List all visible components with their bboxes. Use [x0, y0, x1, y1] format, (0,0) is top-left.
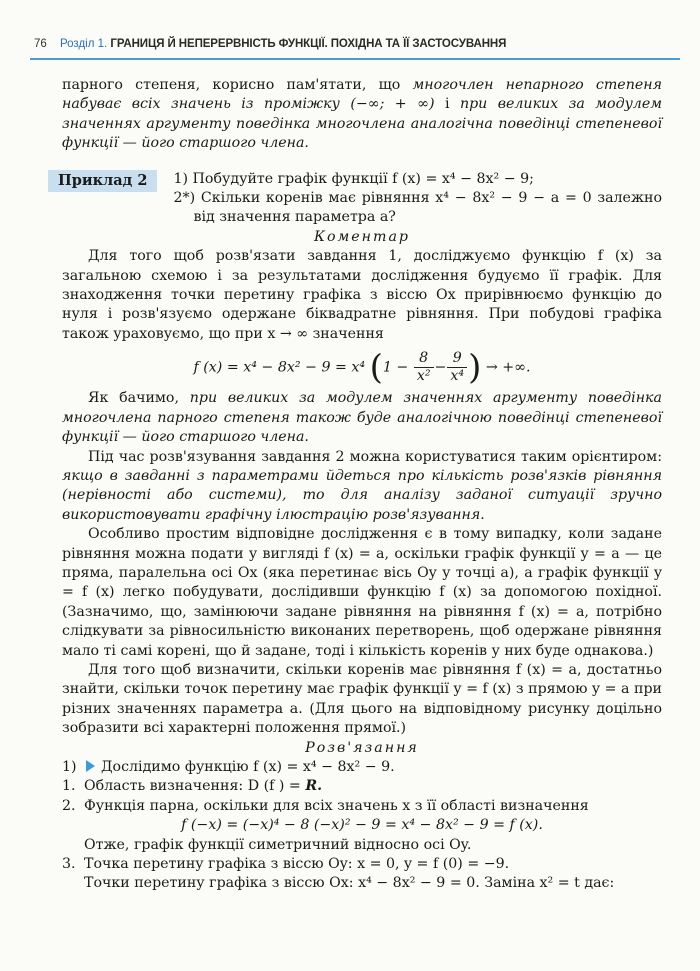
- solution-heading: Розв'язання: [305, 739, 419, 756]
- right-paren: ): [468, 347, 482, 388]
- comment-paragraph-2: Як бачимо, при великих за модулем значеннях аргументу поведінка многочлена парного степеня також буде аналогічною поведінці степеневої функції — його старшого члена.: [62, 390, 662, 446]
- comment-paragraph-5: Для того щоб визначити, скільки коренів має рівняння f (x) = a, достатньо знайти, скільки точок перетину має графік функції y = f (x) з прямою y = a при різних значеннях параметра a. (Для цього на відповідному рисунку доцільно зобразити всі характерні положення прямої.): [62, 661, 662, 737]
- limit-formula: f (x) = x⁴ − 8x² − 9 = x⁴ (1 − $\frac{8}{\text{x²}}$ − $\frac{9}{\text{x⁴}}$ ) → +∞.: [193, 347, 531, 388]
- comment-paragraph-1: Для того щоб розв'язати завдання 1, досліджуємо функцію f (x) за загальною схемою і за результатами дослідження будуємо її графік. Для знаходження точки перетину графіка з віссю Ox прирівнюємо функцію до нуля і розв'язуємо одержане біквадратне рівняння. При побудові графіка також ураховуємо, що при x → ∞ значення: [62, 248, 662, 342]
- left-paren: (: [369, 347, 383, 388]
- triangle-arrow-icon: [86, 760, 95, 772]
- example-tasks: [173, 170, 662, 228]
- symmetry-conclusion: Отже, графік функції симетричний відносно осі Oy.: [84, 836, 472, 853]
- header-rule: [30, 58, 680, 60]
- chapter-title: ГРАНИЦЯ Й НЕПЕРЕРВНІСТЬ ФУНКЦІЇ. ПОХІДНА ТА ЇЇ ЗАСТОСУВАННЯ: [110, 38, 507, 50]
- fraction-8-x2: $\frac{8}{\text{x²}}$: [414, 350, 434, 385]
- list-item: 1. Область визначення: D (f ) = R.: [62, 778, 323, 795]
- comment-heading: Коментар: [313, 228, 411, 245]
- page-header: [34, 38, 674, 50]
- task-1: 1) Побудуйте графік функції f (x) = x⁴ − 8x² − 9;: [173, 170, 534, 187]
- solution-step-1: 1) Дослідимо функцію f (x) = x⁴ − 8x² − 9.: [62, 759, 395, 775]
- solution-list: [62, 758, 662, 894]
- example-block: [58, 170, 662, 228]
- list-item: 2. Функція парна, оскільки для всіх значень x з її області визначення: [62, 797, 589, 814]
- example-badge: Приклад 2: [48, 170, 157, 192]
- fraction-9-x4: $\frac{9}{\text{x⁴}}$: [447, 350, 467, 385]
- ox-intersection: Точки перетину графіка з віссю Ox: x⁴ − 8x² − 9 = 0. Заміна x² = t дає:: [84, 875, 615, 892]
- list-item: 3. Точка перетину графіка з віссю Oy: x = 0, y = f (0) = −9.: [62, 856, 510, 873]
- comment-paragraph-4: Особливо простим відповідне дослідження є в тому випадку, коли задане рівняння можна подати у вигляді f (x) = a, оскільки графік функції y = a — це пряма, паралельна осі Ox (яка перетинає вісь Oy у точці a), а графік функції y = f (x) легко побудувати, дослідивши функцію f (x) за допомогою похідної. (Зазначимо, що, замінюючи задане рівняння на рівняння f (x) = a, потрібно слідкувати за рівносильністю виконаних перетворень, щоб одержане рівняння мало ті самі корені, що й задане, тоді і кількість коренів у них буде однакова.): [62, 526, 662, 659]
- intro-paragraph: парного степеня, корисно пам'ятати, що многочлен непарного степеня набуває всіх значень із проміжку (−∞; + ∞) і при великих за модулем значеннях аргументу поведінка многочлена аналогічна поведінці степеневої функції — його старшого члена.: [62, 77, 662, 152]
- parity-formula: f (−x) = (−x)⁴ − 8 (−x)² − 9 = x⁴ − 8x² − 9 = f (x).: [181, 817, 543, 834]
- comment-paragraph-3: Під час розв'язування завдання 2 можна користуватися таким орієнтиром: якщо в завданні з параметрами йдеться про кількість розв'язків рівняння (нерівності або системи), то для аналізу заданої ситуації зручно використовувати графічну ілюстрацію розв'язування.: [62, 448, 662, 523]
- section-label: Розділ 1.: [60, 38, 108, 50]
- task-2: 2*) Скільки коренів має рівняння x⁴ − 8x² − 9 − a = 0 залежно від значення параметра a?: [173, 190, 662, 226]
- page-content: [58, 76, 662, 894]
- page-number: 76: [34, 38, 47, 50]
